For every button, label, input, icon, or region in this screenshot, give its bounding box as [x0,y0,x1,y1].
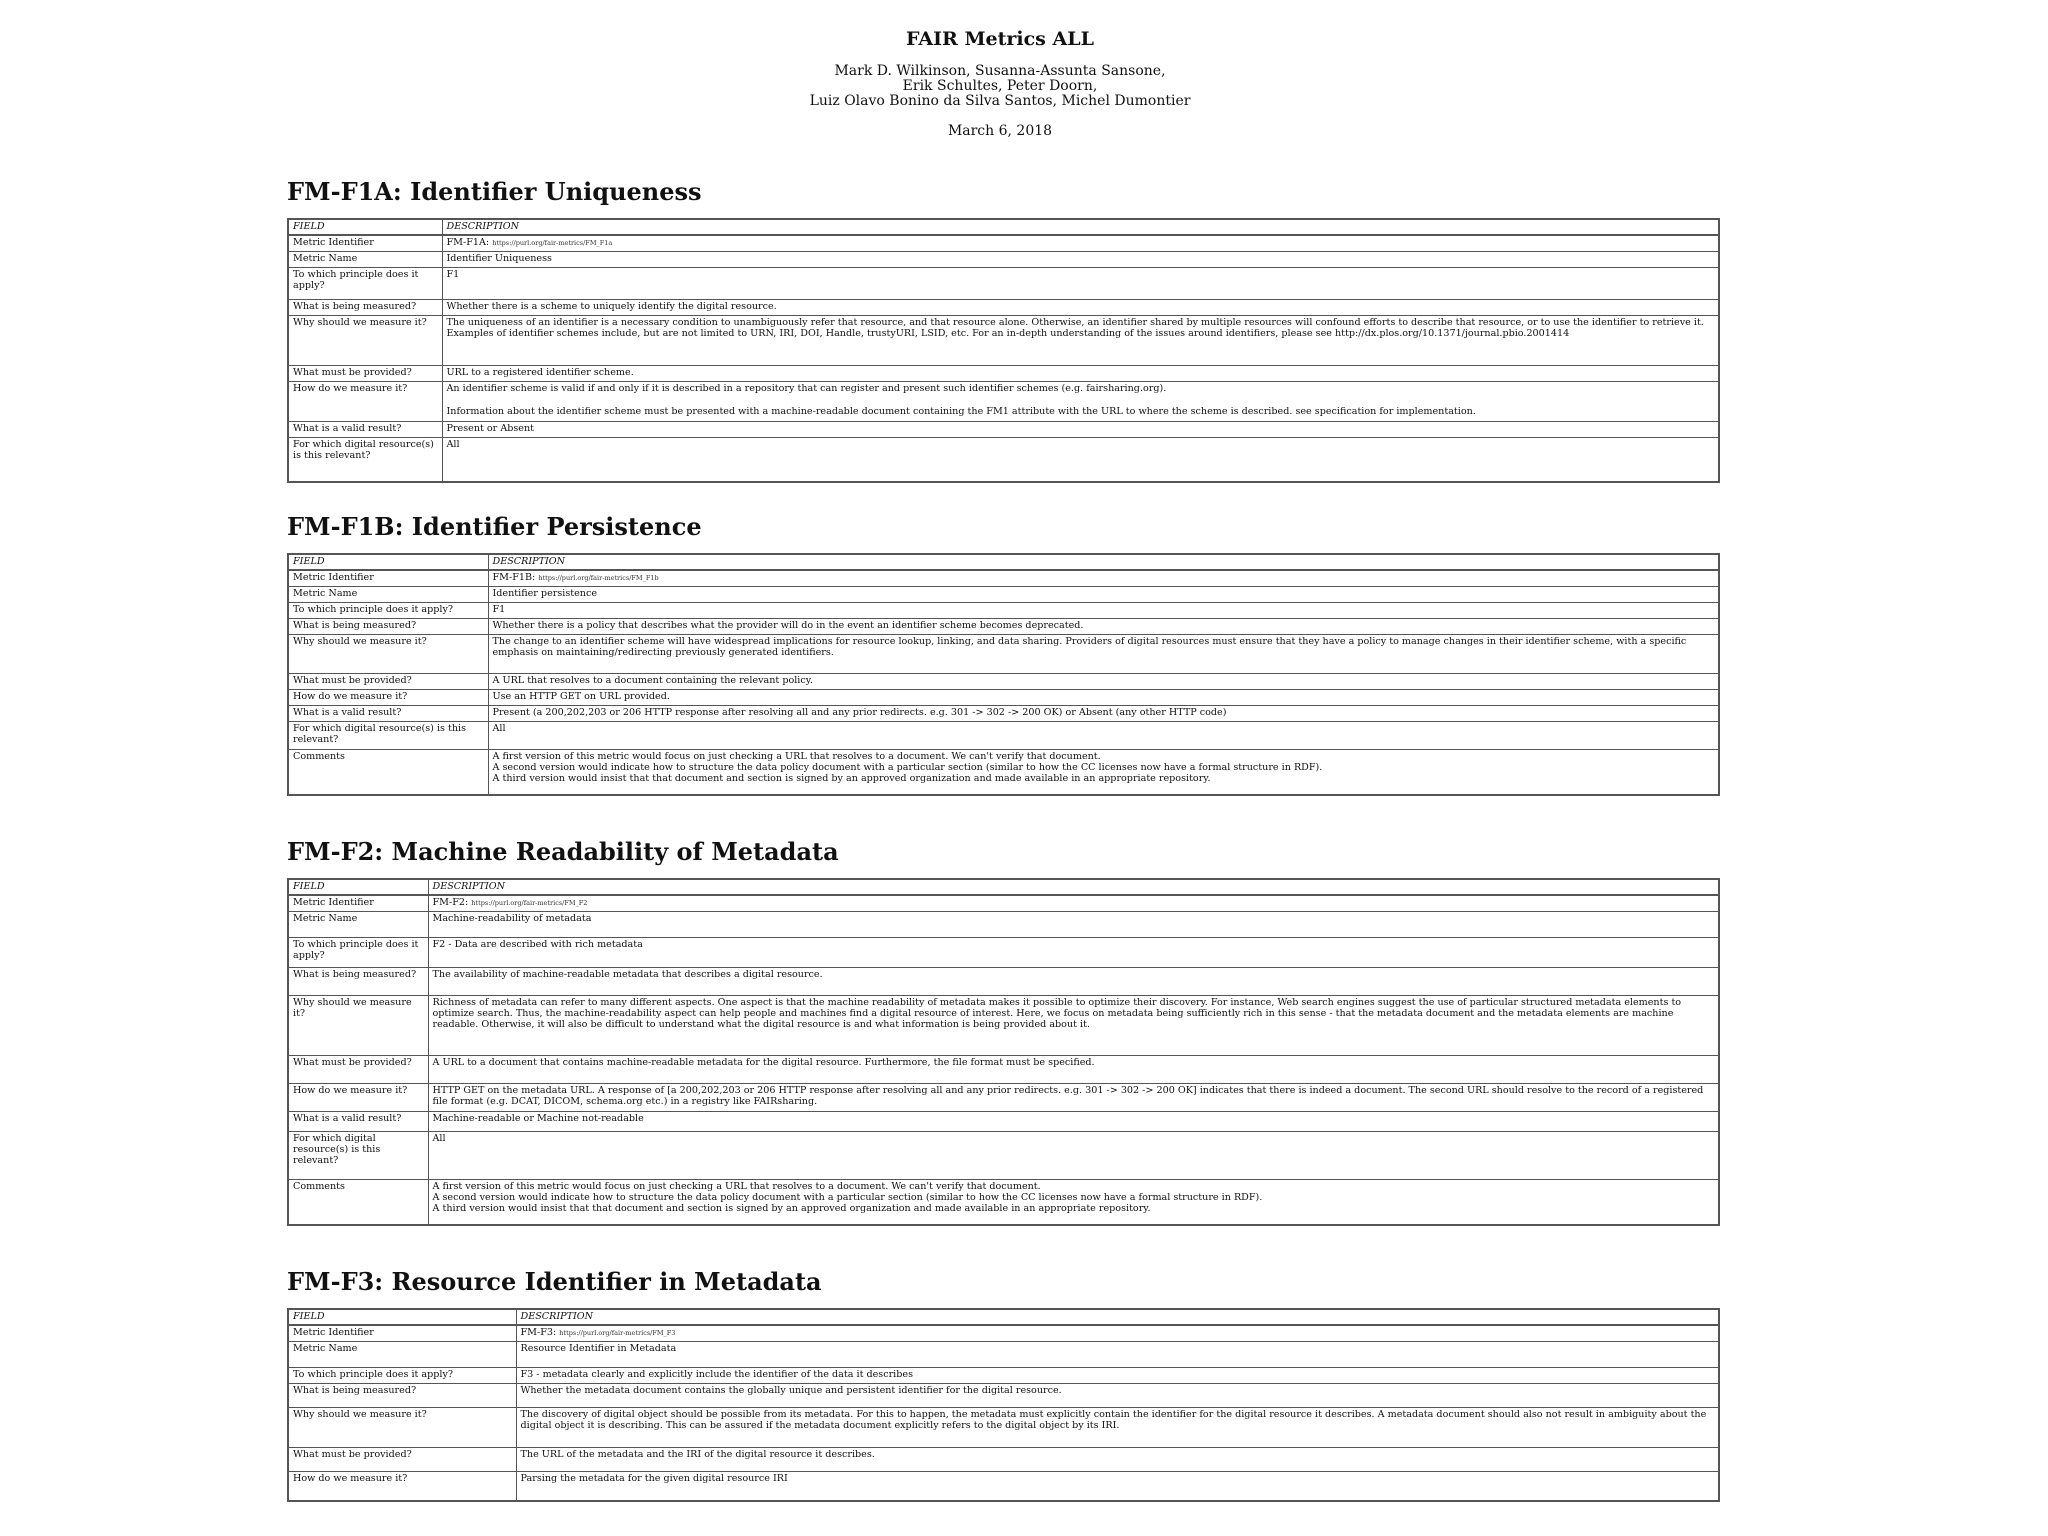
description-text: A first version of this metric would focus on just checking a URL that resolves to a document. We can't verify that document. [492,750,1101,762]
metric-identifier-link[interactable]: https://purl.org/fair-metrics/FM_F3 [559,1329,676,1337]
description-cell [516,1471,1719,1501]
field-cell: Why should we measure it? [288,315,442,365]
table-row [288,995,1719,1055]
table-row [288,1447,1719,1471]
field-cell: Comments [288,749,488,795]
description-cell [442,421,1719,437]
description-header: DESCRIPTION [488,554,1719,570]
description-text: A URL to a document that contains machine-readable metadata for the digital resource. Furthermore, the file format must be specified. [432,1056,1095,1068]
description-cell [442,365,1719,381]
description-text: FM-F1A: [446,237,490,248]
description-cell [488,602,1719,618]
field-cell: Comments [288,1179,428,1225]
table-row [288,1055,1719,1083]
field-cell: How do we measure it? [288,381,442,421]
field-cell: Metric Name [288,251,442,267]
table-header-row [288,219,1719,235]
table-row [288,1111,1719,1131]
metric-section-fm-f3 [287,1268,1720,1502]
description-text: The URL of the metadata and the IRI of the digital resource it describes. [520,1448,875,1460]
table-row [288,1471,1719,1501]
description-header: DESCRIPTION [516,1309,1719,1325]
metric-identifier-link[interactable]: https://purl.org/fair-metrics/FM_F1a [492,239,613,247]
metric-table [287,878,1720,1226]
description-cell [428,895,1719,911]
description-text: All [446,438,460,450]
table-row [288,911,1719,937]
section-heading: FM-F3: Resource Identifier in Metadata [287,1267,822,1296]
field-cell: Metric Name [288,586,488,602]
description-cell [516,1325,1719,1341]
description-text: F1 [446,268,460,280]
description-cell [488,634,1719,673]
description-cell [488,749,1719,795]
table-row [288,1367,1719,1383]
description-text: FM-F2: [432,897,469,908]
document-date: March 6, 2018 [947,123,1053,139]
section-heading: FM-F1B: Identifier Persistence [287,512,702,541]
description-cell [428,1083,1719,1111]
description-cell [488,689,1719,705]
description-text: Whether there is a policy that describes what the provider will do in the event an identifier scheme becomes deprecated. [492,619,1084,631]
description-text: Information about the identifier scheme must be presented with a machine-readable document containing the FM1 attribute with the URL to where the scheme is described. see specification for implementation. [446,405,1476,417]
field-cell: For which digital resource(s) is this relevant? [288,721,488,749]
description-text: All [492,722,506,734]
description-cell [428,1111,1719,1131]
description-cell [428,967,1719,995]
table-row [288,749,1719,795]
description-text: A third version would insist that that document and section is signed by an approved organization and made available in an appropriate repository. [492,773,1211,785]
table-row [288,618,1719,634]
description-cell [428,1131,1719,1179]
field-cell: What is a valid result? [288,421,442,437]
description-text: A third version would insist that that document and section is signed by an approved organization and made available in an appropriate repository. [432,1203,1151,1215]
field-cell: To which principle does it apply? [288,267,442,299]
table-row [288,1383,1719,1407]
table-row [288,381,1719,421]
field-cell: Metric Name [288,1341,516,1367]
field-cell: For which digital resource(s) is this relevant? [288,1131,428,1179]
table-row [288,570,1719,586]
table-row [288,1083,1719,1111]
metric-identifier-link[interactable]: https://purl.org/fair-metrics/FM_F1b [538,574,659,582]
field-header: FIELD [288,1309,516,1325]
description-cell [488,618,1719,634]
metric-section-fm-f2 [287,838,1720,1226]
section-heading: FM-F1A: Identifier Uniqueness [287,177,702,206]
author-line: Erik Schultes, Peter Doorn, [902,78,1098,94]
field-header: FIELD [288,554,488,570]
description-cell [428,1179,1719,1225]
field-cell: To which principle does it apply? [288,602,488,618]
description-text: Resource Identifier in Metadata [520,1342,677,1354]
table-row [288,1407,1719,1447]
description-text: The uniqueness of an identifier is a necessary condition to unambiguously refer that resource, and that resource alone. Otherwise, an identifier shared by multiple resources will confound efforts to describe that resource, or to use the identifier to retrieve it. Examples of identifier schemes include, but are not limited to URN, IRI, DOI, Handle, trustyURI, LSID, etc. For an in-depth understanding of the issues around identifiers, please see http://dx.plos.org/10.1371/journal.pbio.2001414 [446,316,1704,339]
description-cell [442,299,1719,315]
description-cell [516,1407,1719,1447]
table-row [288,1179,1719,1225]
field-cell: What must be provided? [288,365,442,381]
description-cell [428,911,1719,937]
description-cell [516,1367,1719,1383]
field-cell: What is being measured? [288,1383,516,1407]
table-row [288,967,1719,995]
field-cell: To which principle does it apply? [288,937,428,967]
field-cell: What is being measured? [288,967,428,995]
description-text: An identifier scheme is valid if and only if it is described in a repository that can register and present such identifier schemes (e.g. fairsharing.org). [446,382,1167,394]
description-cell [428,937,1719,967]
author-line: Mark D. Wilkinson, Susanna-Assunta Sansone, [834,63,1166,79]
description-cell [516,1383,1719,1407]
description-text: All [432,1132,446,1144]
description-text: F1 [492,603,506,615]
description-text: HTTP GET on the metadata URL. A response of [a 200,202,203 or 206 HTTP response after resolving all and any prior redirects. e.g. 301 -> 302 -> 200 OK] indicates that there is indeed a document. The second URL should resolve to the record of a registered file format (e.g. DCAT, DICOM, schema.org etc.) in a registry like FAIRsharing. [432,1084,1704,1107]
table-header-row [288,879,1719,895]
description-header: DESCRIPTION [442,219,1719,235]
table-header-row [288,554,1719,570]
description-cell [442,267,1719,299]
field-cell: What is being measured? [288,299,442,315]
description-cell [442,235,1719,251]
paragraph-gap [447,394,1715,406]
table-row [288,299,1719,315]
field-cell: Why should we measure it? [288,995,428,1055]
description-cell [488,721,1719,749]
description-text: Machine-readable or Machine not-readable [432,1112,644,1124]
field-cell: Metric Identifier [288,1325,516,1341]
table-row [288,1325,1719,1341]
description-text: Present (a 200,202,203 or 206 HTTP response after resolving all and any prior redirects. e.g. 301 -> 302 -> 200 OK) or Absent (any other HTTP code) [492,706,1227,718]
field-cell: What is a valid result? [288,1111,428,1131]
field-cell: Why should we measure it? [288,1407,516,1447]
description-text: FM-F3: [520,1327,557,1338]
description-text: Whether the metadata document contains the globally unique and persistent identifier for the digital resource. [520,1384,1062,1396]
description-text: F2 - Data are described with rich metadata [432,938,643,950]
metric-section-fm-f1a [287,178,1720,483]
description-text: A second version would indicate how to structure the data policy document with a particular section (similar to how the CC licenses now have a formal structure in RDF). [492,761,1323,773]
field-cell: Metric Identifier [288,570,488,586]
metric-identifier-link[interactable]: https://purl.org/fair-metrics/FM_F2 [471,899,588,907]
table-row [288,1131,1719,1179]
description-cell [516,1447,1719,1471]
table-row [288,673,1719,689]
author-line: Luiz Olavo Bonino da Silva Santos, Michel Dumontier [809,93,1191,109]
field-header: FIELD [288,879,428,895]
description-text: A second version would indicate how to structure the data policy document with a particular section (similar to how the CC licenses now have a formal structure in RDF). [432,1191,1263,1203]
description-cell [488,673,1719,689]
field-cell: Metric Identifier [288,235,442,251]
description-text: FM-F1B: [492,572,536,583]
table-row [288,937,1719,967]
description-text: Machine-readability of metadata [432,912,592,924]
field-cell: To which principle does it apply? [288,1367,516,1383]
table-row [288,437,1719,482]
field-cell: Metric Identifier [288,895,428,911]
table-row [288,267,1719,299]
field-cell: What must be provided? [288,1055,428,1083]
field-cell: Why should we measure it? [288,634,488,673]
description-cell [442,381,1719,421]
field-cell: What is being measured? [288,618,488,634]
table-row [288,895,1719,911]
table-row [288,705,1719,721]
field-cell: What must be provided? [288,673,488,689]
table-row [288,689,1719,705]
table-header-row [288,1309,1719,1325]
description-text: F3 - metadata clearly and explicitly include the identifier of the data it describes [520,1368,913,1380]
table-row [288,251,1719,267]
description-text: Richness of metadata can refer to many different aspects. One aspect is that the machine readability of metadata makes it possible to optimize their discovery. For instance, Web search engines suggest the use of particular structured metadata elements to optimize search. Thus, the machine-readability aspect can help people and machines find a digital resource of interest. Here, we focus on metadata being sufficiently rich in this sense - that the metadata document and the metadata elements are machine readable. Otherwise, it will also be difficult to understand what the digital resource is and what information is being provided about it. [432,996,1682,1031]
description-cell [516,1341,1719,1367]
field-cell: How do we measure it? [288,1083,428,1111]
metric-table [287,553,1720,796]
field-cell: For which digital resource(s) is this relevant? [288,437,442,482]
table-row [288,421,1719,437]
description-text: Identifier persistence [492,587,598,599]
metric-table [287,218,1720,483]
document-header [0,28,2000,139]
field-cell: How do we measure it? [288,689,488,705]
description-cell [488,586,1719,602]
metric-section-fm-f1b [287,513,1720,796]
metric-table [287,1308,1720,1502]
description-text: Use an HTTP GET on URL provided. [492,690,670,702]
field-cell: What is a valid result? [288,705,488,721]
section-heading: FM-F2: Machine Readability of Metadata [287,837,839,866]
description-header: DESCRIPTION [428,879,1719,895]
description-text: Identifier Uniqueness [446,252,552,264]
description-text: The availability of machine-readable metadata that describes a digital resource. [432,968,823,980]
description-text: Whether there is a scheme to uniquely identify the digital resource. [446,300,777,312]
field-cell: What must be provided? [288,1447,516,1471]
description-cell [488,705,1719,721]
description-cell [428,995,1719,1055]
table-row [288,235,1719,251]
table-row [288,365,1719,381]
table-row [288,602,1719,618]
field-cell: Metric Name [288,911,428,937]
description-text: A URL that resolves to a document containing the relevant policy. [492,674,813,686]
description-cell [442,315,1719,365]
table-row [288,634,1719,673]
table-row [288,315,1719,365]
description-text: The discovery of digital object should be possible from its metadata. For this to happen, the metadata must explicitly contain the identifier for the digital resource it describes. A metadata document should also not result in ambiguity about the digital object it is describing. This can be assured if the metadata document explicitly refers to the digital object by its IRI. [520,1408,1707,1431]
description-text: URL to a registered identifier scheme. [446,366,634,378]
table-row [288,1341,1719,1367]
table-row [288,721,1719,749]
document-title: FAIR Metrics ALL [906,28,1094,50]
description-text: The change to an identifier scheme will have widespread implications for resource lookup, linking, and data sharing. Providers of digital resources must ensure that they have a policy to manage changes in their identifier scheme, with a specific emphasis on maintaining/redirecting previously generated identifiers. [492,635,1687,658]
description-cell [488,570,1719,586]
description-text: A first version of this metric would focus on just checking a URL that resolves to a document. We can't verify that document. [432,1180,1041,1192]
description-cell [428,1055,1719,1083]
field-header: FIELD [288,219,442,235]
field-cell: How do we measure it? [288,1471,516,1501]
description-cell [442,251,1719,267]
description-text: Parsing the metadata for the given digital resource IRI [520,1472,788,1484]
description-cell [442,437,1719,482]
table-row [288,586,1719,602]
description-text: Present or Absent [446,422,535,434]
